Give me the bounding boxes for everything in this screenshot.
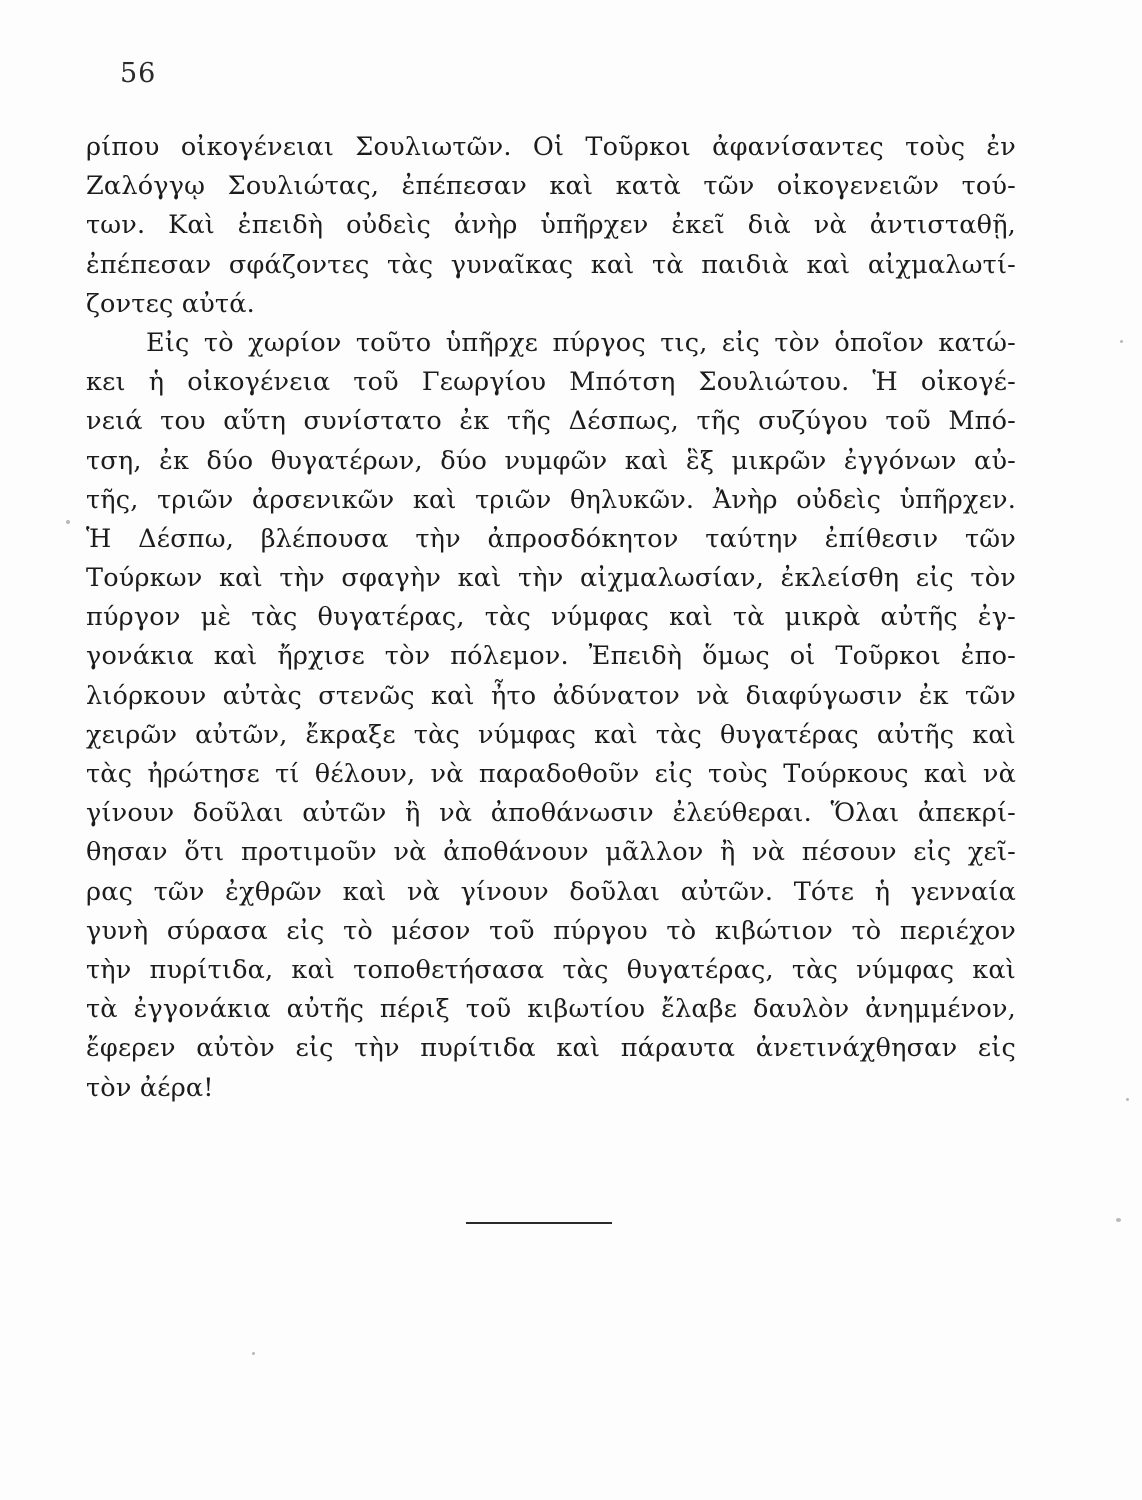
body-text: [86, 128, 1016, 1108]
text-line: κει ἡ οἰκογένεια τοῦ Γεωργίου Μπότση Σουλιώτου. Ἡ οἰκογέ-: [86, 367, 1016, 398]
text-line: ρας τῶν ἐχθρῶν καὶ νὰ γίνουν δοῦλαι αὐτῶν. Τότε ἡ γενναία: [86, 876, 1016, 907]
text-line: Ἡ Δέσπω, βλέπουσα τὴν ἀπροσδόκητον ταύτην ἐπίθεσιν τῶν: [86, 523, 1016, 554]
text-line: τὴν πυρίτιδα, καὶ τοποθετήσασα τὰς θυγατέρας, τὰς νύμφας καὶ: [86, 954, 1016, 985]
text-line: των. Καὶ ἐπειδὴ οὐδεὶς ἀνὴρ ὑπῆρχεν ἐκεῖ διὰ νὰ ἀντισταθῇ,: [86, 210, 1016, 241]
text-line: τση, ἐκ δύο θυγατέρων, δύο νυμφῶν καὶ ἓξ μικρῶν ἐγγόνων αὐ-: [86, 445, 1016, 476]
text-line: τὰ ἐγγονάκια αὐτῆς πέριξ τοῦ κιβωτίου ἔλαβε δαυλὸν ἀνημμένον,: [86, 994, 1016, 1025]
text-line: Εἰς τὸ χωρίον τοῦτο ὑπῆρχε πύργος τις, εἰς τὸν ὁποῖον κατώ-: [146, 327, 1016, 358]
text-line: ἔφερεν αὐτὸν εἰς τὴν πυρίτιδα καὶ πάραυτα ἀνετινάχθησαν εἰς: [86, 1033, 1016, 1064]
section-end-rule: [466, 1222, 612, 1224]
text-line: ζοντες αὐτά.: [86, 288, 255, 319]
scan-speck: [1120, 340, 1123, 343]
scan-speck: [66, 520, 70, 524]
text-line: ρίπου οἰκογένειαι Σουλιωτῶν. Οἱ Τοῦρκοι ἀφανίσαντες τοὺς ἐν: [86, 132, 1016, 162]
text-line: Ζαλόγγῳ Σουλιώτας, ἐπέπεσαν καὶ κατὰ τῶν οἰκογενειῶν τού-: [86, 171, 1016, 202]
text-line: γίνουν δοῦλαι αὐτῶν ἢ νὰ ἀποθάνωσιν ἐλεύθεραι. Ὅλαι ἀπεκρί-: [86, 798, 1016, 829]
scan-speck: [1126, 1098, 1129, 1101]
scan-speck: [252, 1352, 255, 1355]
text-line: τὸν ἀέρα!: [86, 1072, 214, 1103]
text-line: θησαν ὅτι προτιμοῦν νὰ ἀποθάνουν μᾶλλον ἢ νὰ πέσουν εἰς χεῖ-: [86, 837, 1016, 868]
text-line: πύργον μὲ τὰς θυγατέρας, τὰς νύμφας καὶ τὰ μικρὰ αὐτῆς ἐγ-: [86, 602, 1016, 633]
text-line: γονάκια καὶ ἤρχισε τὸν πόλεμον. Ἐπειδὴ ὅμως οἱ Τοῦρκοι ἐπο-: [86, 641, 1016, 672]
page-number: 56: [120, 58, 157, 89]
text-line: τὰς ἠρώτησε τί θέλουν, νὰ παραδοθοῦν εἰς τοὺς Τούρκους καὶ νὰ: [86, 759, 1016, 789]
scan-speck: [1116, 1218, 1121, 1222]
text-line: χειρῶν αὐτῶν, ἔκραξε τὰς νύμφας καὶ τὰς θυγατέρας αὐτῆς καὶ: [86, 719, 1016, 750]
text-line: λιόρκουν αὐτὰς στενῶς καὶ ἦτο ἀδύνατον νὰ διαφύγωσιν ἐκ τῶν: [86, 680, 1016, 711]
text-line: νειά του αὕτη συνίστατο ἐκ τῆς Δέσπως, τῆς συζύγου τοῦ Μπό-: [86, 406, 1016, 437]
text-line: τῆς, τριῶν ἀρσενικῶν καὶ τριῶν θηλυκῶν. Ἀνὴρ οὐδεὶς ὑπῆρχεν.: [86, 484, 1016, 515]
text-line: ἐπέπεσαν σφάζοντες τὰς γυναῖκας καὶ τὰ παιδιὰ καὶ αἰχμαλωτί-: [86, 249, 1016, 280]
text-line: Τούρκων καὶ τὴν σφαγὴν καὶ τὴν αἰχμαλωσίαν, ἐκλείσθη εἰς τὸν: [86, 563, 1016, 594]
text-line: γυνὴ σύρασα εἰς τὸ μέσον τοῦ πύργου τὸ κιβώτιον τὸ περιέχον: [86, 915, 1016, 946]
